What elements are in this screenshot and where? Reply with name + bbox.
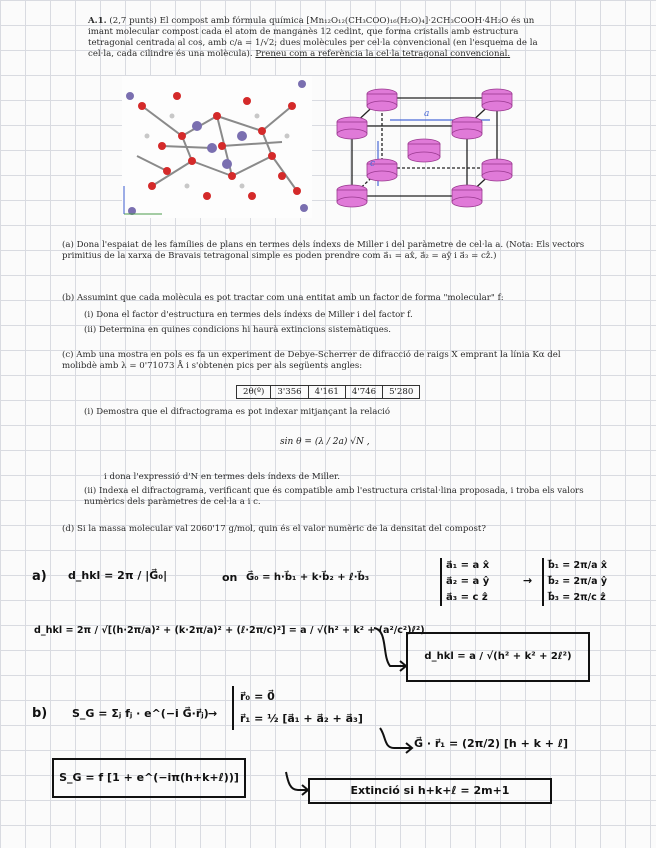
hand-b-Gr: G⃗ · r⃗₁ = (2π/2) [h + k + ℓ] [414, 737, 569, 750]
hand-b-positions [232, 686, 363, 730]
hand-a-tag: a) [32, 569, 47, 584]
question-c [62, 350, 596, 372]
hand-a-vec: a⃗₂ = a ŷ [446, 576, 490, 587]
question-b-text: Assumint que cada molècula es pot tractar com una entitat amb un factor de forma "molecular" f: [76, 293, 504, 303]
hand-a-vectors [440, 558, 489, 606]
angle-value: 4'161 [308, 386, 345, 399]
unit-cell-diagram [332, 86, 532, 226]
hand-a-vec: a⃗₃ = c ẑ [446, 592, 488, 603]
hand-b-vec: b⃗₃ = 2π/c ẑ [548, 592, 606, 603]
hand-a-result-box [406, 632, 590, 682]
hand-a-def: d_hkl = 2π / |G⃗₀| [68, 569, 168, 582]
question-b-ii: (ii) Determina en quines condicions hi haurà extincions sistemàtiques. [84, 325, 392, 335]
hand-b-result: S_G = f [1 + e^(−iπ(h+k+ℓ))] [59, 771, 239, 784]
angle-value: 3'356 [271, 386, 308, 399]
hand-a-result: d_hkl = a / √(h² + k² + 2ℓ²) [424, 651, 572, 662]
sin-theta-formula: sin θ = (λ / 2a) √N , [280, 437, 370, 447]
angles-row [237, 386, 420, 399]
cell-label-a: a [424, 109, 430, 119]
question-d [62, 524, 596, 535]
question-c-i: (i) Demostra que el difractograma es pot indexar mitjançant la relació [84, 407, 391, 417]
hand-arrow-curve-1 [370, 626, 410, 672]
hand-b-vec: b⃗₁ = 2π/a x̂ [548, 560, 607, 571]
question-c-i-after: i dona l'expressió d'N en termes dels índexs de Miller. [104, 472, 340, 482]
hand-b-r0: r⃗₀ = 0⃗ [240, 690, 275, 703]
question-b-label: (b) [62, 293, 75, 303]
hand-b-arrow: → [208, 707, 218, 720]
hand-b-result-box [52, 758, 246, 798]
hand-b-extinction: Extinció si h+k+ℓ = 2m+1 [350, 784, 510, 797]
angles-header: 2θ(º) [237, 386, 271, 399]
hand-b-tag: b) [32, 706, 48, 721]
question-d-text: Si la massa molecular val 2060'17 g/mol, quin és el valor numèric de la densitat del compost? [76, 524, 486, 534]
problem-underlined-note: Preneu com a referència la cel·la tetragonal convencional. [255, 49, 511, 59]
question-c-ii: (ii) Indexa el difractograma, verificant que és compatible amb l'estructura cristal·lina proposada, i troba els valors numèrics dels paràmetres de cel·la a i c. [84, 486, 584, 507]
problem-number: A.1. [88, 16, 107, 26]
question-a [62, 240, 596, 262]
hand-arrow-curve-3 [282, 770, 310, 800]
hand-a-on: on [222, 571, 238, 584]
question-b-i: (i) Dona el factor d'estructura en termes dels índexs de Miller i del factor f. [84, 310, 413, 320]
angles-table [236, 385, 420, 399]
hand-b-extinction-box [308, 778, 552, 804]
hand-b-vec: b⃗₂ = 2π/a ŷ [548, 576, 608, 587]
hand-a-line2: d_hkl = 2π / √[(h·2π/a)² + (k·2π/a)² + (ℓ·2π/c)²] = a / √(h² + k² + (a²/c²)ℓ²) [34, 625, 425, 636]
question-c-text: Amb una mostra en pols es fa un experiment de Debye-Scherrer de difracció de raigs X emprant la línia Kα del molibdè amb λ = 0'71073 Å i s'obtenen pics per als següents angles: [62, 350, 561, 371]
question-c-label: (c) [62, 350, 74, 360]
question-a-label: (a) [62, 240, 74, 250]
problem-points: (2,7 punts) [109, 16, 157, 26]
problem-text: El compost amb fórmula química [Mn₁₂O₁₂(CH₃COO)₁₆(H₂O)₄]·2CH₃COOH·4H₂O és un imant molecular compost cada el atom de manganès 12 cedint, que forma cristalls amb estructura tetragonal centrada al cos, amb c/a = 1/√2; dues molècules per cel·la convencional (en l'esquema de la cel·la, cada cilindre és una molècula). [88, 16, 538, 59]
hand-arrow-curve-2 [376, 726, 416, 756]
hand-b-SG: S_G = Σⱼ fⱼ · e^(−i G⃗·r⃗ⱼ) [72, 707, 209, 720]
question-a-text: Dona l'espaiat de les famílies de plans en termes dels índexs de Miller i del paràmetre de cel·la a. (Nota: Els vectors primitius de la xarxa de Bravais tetragonal simple es poden prendre com a⃗₁ = ax̂, a⃗₂ = aŷ i a⃗₃ = cẑ.) [62, 240, 585, 261]
angle-value: 4'746 [345, 386, 382, 399]
question-b [62, 293, 596, 336]
question-d-label: (d) [62, 524, 75, 534]
hand-a-G: G⃗₀ = h·b⃗₁ + k·b⃗₂ + ℓ·b⃗₃ [246, 572, 370, 583]
problem-statement [88, 16, 558, 60]
molecule-image [122, 76, 312, 218]
hand-a-arrow: → [523, 574, 533, 587]
hand-a-vec: a⃗₁ = a x̂ [446, 560, 490, 571]
hand-b-vectors [542, 558, 607, 606]
angle-value: 5'280 [383, 386, 420, 399]
hand-b-r1: r⃗₁ = ½ [a⃗₁ + a⃗₂ + a⃗₃] [240, 712, 363, 725]
cell-label-c: c [370, 159, 376, 169]
